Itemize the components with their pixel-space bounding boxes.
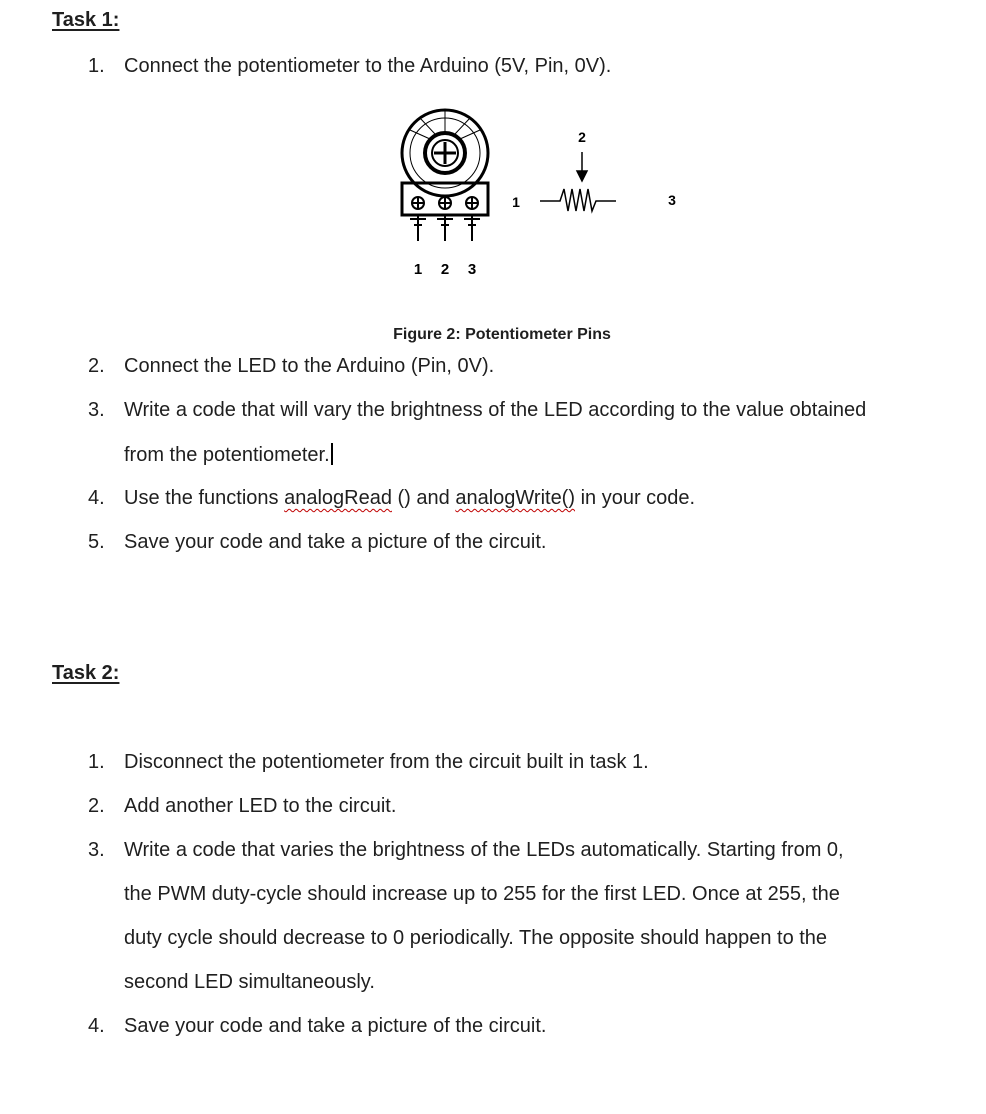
step-text: () and <box>391 487 456 509</box>
step-text: from the potentiometer. <box>124 444 330 466</box>
step-text: duty cycle should decrease to 0 periodically. The opposite should happen to the <box>124 927 828 949</box>
step-text: Write a code that will vary the brightness of the LED according to the value obtained <box>124 399 867 421</box>
step-text: the PWM duty-cycle should increase up to 255 for the first LED. Once at 255, the <box>124 883 840 905</box>
step-number: 3. <box>88 399 105 421</box>
step-number: 2. <box>88 795 105 817</box>
schematic-label-wiper: 2 <box>578 129 586 145</box>
pin-label-3: 3 <box>467 261 477 278</box>
step-number: 1. <box>88 55 105 77</box>
step-text: Disconnect the potentiometer from the circuit built in task 1. <box>124 751 649 773</box>
step-text: second LED simultaneously. <box>124 971 375 993</box>
step-number: 4. <box>88 1015 105 1037</box>
step-number: 4. <box>88 487 105 509</box>
function-name: analogRead <box>284 487 392 509</box>
pin-label-1: 1 <box>413 261 423 278</box>
step-text: Save your code and take a picture of the circuit. <box>124 531 547 553</box>
step-text: Connect the LED to the Arduino (Pin, 0V). <box>124 355 495 377</box>
step-number: 1. <box>88 751 105 773</box>
step-number: 3. <box>88 839 105 861</box>
step-text: Add another LED to the circuit. <box>124 795 397 817</box>
schematic-label-left: 1 <box>512 194 520 210</box>
figure-caption: Figure 2: Potentiometer Pins <box>393 326 611 343</box>
task2-heading: Task 2: <box>52 662 120 684</box>
text-cursor <box>331 443 333 465</box>
step-number: 2. <box>88 355 105 377</box>
resistor-symbol <box>540 152 616 211</box>
potentiometer-figure <box>390 105 700 285</box>
schematic-label-right: 3 <box>668 192 676 208</box>
function-name: analogWrite() <box>455 487 576 509</box>
step-text: Use the functions <box>124 487 285 509</box>
pin-label-2: 2 <box>440 261 450 278</box>
step-text: Save your code and take a picture of the circuit. <box>124 1015 547 1037</box>
step-text: Write a code that varies the brightness of the LEDs automatically. Starting from 0, <box>124 839 844 861</box>
potentiometer-drawing <box>402 110 488 241</box>
step-text: in your code. <box>575 487 696 509</box>
task1-heading: Task 1: <box>52 9 120 31</box>
step-number: 5. <box>88 531 105 553</box>
step-text: Connect the potentiometer to the Arduino (5V, Pin, 0V). <box>124 55 612 77</box>
